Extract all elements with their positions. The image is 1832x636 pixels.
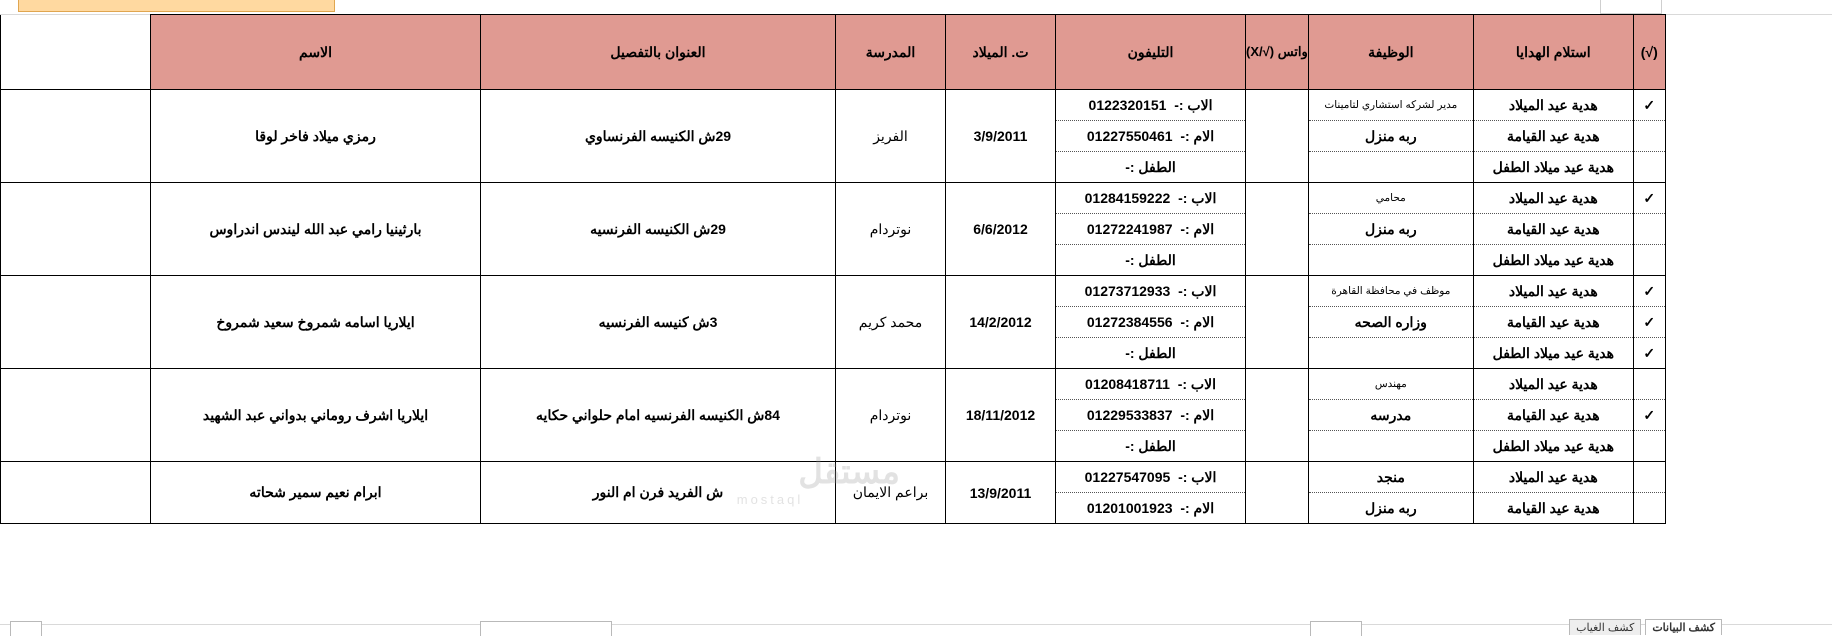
cell-gift-resurrection: هدية عيد القيامة bbox=[1473, 214, 1633, 245]
cell-pad bbox=[1, 90, 151, 183]
header-birth: ت. الميلاد bbox=[946, 15, 1056, 90]
cell-check-birthday[interactable] bbox=[1633, 369, 1665, 400]
cell-address: 29ش الكنيسه الفرنساوي bbox=[481, 90, 836, 183]
cell-job-mother: ربه منزل bbox=[1308, 214, 1473, 245]
cell-box-right[interactable] bbox=[1310, 621, 1362, 636]
cell-job-child bbox=[1308, 152, 1473, 183]
cell-phone-father: الاب :- 01273712933 bbox=[1056, 276, 1246, 307]
cell-name: بارثينيا رامي عبد الله ليندس اندراوس bbox=[151, 183, 481, 276]
cell-gift-child: هدية عيد ميلاد الطفل bbox=[1473, 431, 1633, 462]
cell-whatsapp[interactable] bbox=[1246, 90, 1309, 183]
name-box[interactable] bbox=[1600, 0, 1662, 14]
cell-address: ش الفريد فرن ام النور bbox=[481, 462, 836, 524]
cell-check-resurrection[interactable]: ✓ bbox=[1633, 307, 1665, 338]
cell-gift-resurrection: هدية عيد القيامة bbox=[1473, 307, 1633, 338]
cell-gift-resurrection: هدية عيد القيامة bbox=[1473, 493, 1633, 524]
cell-job-mother: ربه منزل bbox=[1308, 121, 1473, 152]
cell-gift-resurrection: هدية عيد القيامة bbox=[1473, 121, 1633, 152]
cell-birth: 13/9/2011 bbox=[946, 462, 1056, 524]
cell-check-birthday[interactable]: ✓ bbox=[1633, 90, 1665, 121]
watermark-subtext: mostaql bbox=[736, 492, 804, 507]
cell-phone-mother: الام :- 01272241987 bbox=[1056, 214, 1246, 245]
header-address: العنوان بالتفصيل bbox=[481, 15, 836, 90]
cell-box-left[interactable] bbox=[10, 621, 42, 636]
cell-check-child[interactable] bbox=[1633, 152, 1665, 183]
cell-birth: 18/11/2012 bbox=[946, 369, 1056, 462]
cell-check-birthday[interactable]: ✓ bbox=[1633, 276, 1665, 307]
table-row[interactable] bbox=[1, 276, 1666, 307]
table-header-row bbox=[1, 15, 1666, 90]
sheet-tab-0[interactable]: كشف البيانات bbox=[1645, 619, 1722, 635]
sheet-tab-1[interactable]: كشف الغياب bbox=[1569, 619, 1641, 635]
cell-check-child[interactable] bbox=[1633, 431, 1665, 462]
cell-job-mother: ربه منزل bbox=[1308, 493, 1473, 524]
cell-gift-child: هدية عيد ميلاد الطفل bbox=[1473, 245, 1633, 276]
header-whatsapp: واتس (√/X) bbox=[1246, 15, 1309, 90]
cell-address: 3ش كنيسه الفرنسيه bbox=[481, 276, 836, 369]
sheet-area bbox=[0, 14, 1832, 624]
cell-job-father: موظف في محافظة القاهرة bbox=[1308, 276, 1473, 307]
cell-gift-resurrection: هدية عيد القيامة bbox=[1473, 400, 1633, 431]
table-row[interactable] bbox=[1, 462, 1666, 493]
cell-name: ايلاريا اسامه شمروخ سعيد شمروخ bbox=[151, 276, 481, 369]
cell-job-mother: مدرسه bbox=[1308, 400, 1473, 431]
cell-whatsapp[interactable] bbox=[1246, 462, 1309, 524]
cell-check-child[interactable] bbox=[1633, 245, 1665, 276]
cell-job-child bbox=[1308, 245, 1473, 276]
header-pad bbox=[1, 15, 151, 90]
header-phone: التليفون bbox=[1056, 15, 1246, 90]
cell-job-father: محامي bbox=[1308, 183, 1473, 214]
table-row[interactable] bbox=[1, 369, 1666, 400]
cell-address: 84ش الكنيسه الفرنسيه امام حلواني حكايه bbox=[481, 369, 836, 462]
cell-phone-mother: الام :- 01227550461 bbox=[1056, 121, 1246, 152]
cell-job-father: مدير لشركه استشاري لتامينات bbox=[1308, 90, 1473, 121]
cell-phone-father: الاب :- 01208418711 bbox=[1056, 369, 1246, 400]
cell-gift-birthday: هدية عيد الميلاد bbox=[1473, 462, 1633, 493]
cell-phone-mother: الام :- 01229533837 bbox=[1056, 400, 1246, 431]
cell-birth: 14/2/2012 bbox=[946, 276, 1056, 369]
cell-job-father: منجد bbox=[1308, 462, 1473, 493]
sheet-tabs bbox=[1569, 619, 1722, 635]
cell-box-mid[interactable] bbox=[480, 621, 612, 636]
cell-name: ابرام نعيم سمير شحاته bbox=[151, 462, 481, 524]
cell-check-child[interactable]: ✓ bbox=[1633, 338, 1665, 369]
table-row[interactable] bbox=[1, 183, 1666, 214]
cell-pad bbox=[1, 276, 151, 369]
cell-phone-father: الاب :- 0122320151 bbox=[1056, 90, 1246, 121]
cell-gift-birthday: هدية عيد الميلاد bbox=[1473, 183, 1633, 214]
cell-job-child bbox=[1308, 431, 1473, 462]
cell-school: الفريز bbox=[836, 90, 946, 183]
header-school: المدرسة bbox=[836, 15, 946, 90]
cell-gift-birthday: هدية عيد الميلاد bbox=[1473, 90, 1633, 121]
cell-check-resurrection[interactable] bbox=[1633, 493, 1665, 524]
cell-gift-child: هدية عيد ميلاد الطفل bbox=[1473, 338, 1633, 369]
cell-phone-father: الاب :- 01284159222 bbox=[1056, 183, 1246, 214]
cell-school: نوتردام bbox=[836, 369, 946, 462]
cell-job-child bbox=[1308, 338, 1473, 369]
cell-gift-birthday: هدية عيد الميلاد bbox=[1473, 369, 1633, 400]
cell-phone-child: الطفل :- bbox=[1056, 338, 1246, 369]
cell-check-birthday[interactable]: ✓ bbox=[1633, 183, 1665, 214]
cell-whatsapp[interactable] bbox=[1246, 276, 1309, 369]
bottom-bar bbox=[0, 624, 1832, 636]
cell-pad bbox=[1, 369, 151, 462]
table-row[interactable] bbox=[1, 90, 1666, 121]
cell-check-resurrection[interactable]: ✓ bbox=[1633, 400, 1665, 431]
cell-pad bbox=[1, 462, 151, 524]
cell-phone-child: الطفل :- bbox=[1056, 245, 1246, 276]
cell-job-father: مهندس bbox=[1308, 369, 1473, 400]
cell-check-resurrection[interactable] bbox=[1633, 121, 1665, 152]
cell-phone-child: الطفل :- bbox=[1056, 152, 1246, 183]
cell-check-resurrection[interactable] bbox=[1633, 214, 1665, 245]
watermark-text: مستقل bbox=[798, 453, 900, 491]
cell-whatsapp[interactable] bbox=[1246, 369, 1309, 462]
cell-gift-child: هدية عيد ميلاد الطفل bbox=[1473, 152, 1633, 183]
cell-pad bbox=[1, 183, 151, 276]
cell-name: رمزي ميلاد فاخر لوقا bbox=[151, 90, 481, 183]
cell-phone-child: الطفل :- bbox=[1056, 431, 1246, 462]
toolbar-tab-pill[interactable] bbox=[18, 0, 335, 12]
header-job: الوظيفة bbox=[1308, 15, 1473, 90]
cell-school: نوتردام bbox=[836, 183, 946, 276]
cell-job-mother: وزاره الصحه bbox=[1308, 307, 1473, 338]
top-strip bbox=[0, 0, 1832, 15]
cell-name: ايلاريا اشرف روماني بدواني عبد الشهيد bbox=[151, 369, 481, 462]
cell-check-birthday[interactable] bbox=[1633, 462, 1665, 493]
cell-phone-mother: الام :- 01272384556 bbox=[1056, 307, 1246, 338]
cell-phone-father: الاب :- 01227547095 bbox=[1056, 462, 1246, 493]
cell-school: محمد كريم bbox=[836, 276, 946, 369]
cell-school: براعم الايمان bbox=[836, 462, 946, 524]
cell-birth: 6/6/2012 bbox=[946, 183, 1056, 276]
header-gift: استلام الهدايا bbox=[1473, 15, 1633, 90]
data-table bbox=[0, 14, 1666, 524]
cell-whatsapp[interactable] bbox=[1246, 183, 1309, 276]
header-check: (√) bbox=[1633, 15, 1665, 90]
cell-gift-birthday: هدية عيد الميلاد bbox=[1473, 276, 1633, 307]
cell-birth: 3/9/2011 bbox=[946, 90, 1056, 183]
cell-phone-mother: الام :- 01201001923 bbox=[1056, 493, 1246, 524]
header-name: الاسم bbox=[151, 15, 481, 90]
cell-address: 29ش الكنيسه الفرنسيه bbox=[481, 183, 836, 276]
table-body bbox=[1, 90, 1666, 524]
